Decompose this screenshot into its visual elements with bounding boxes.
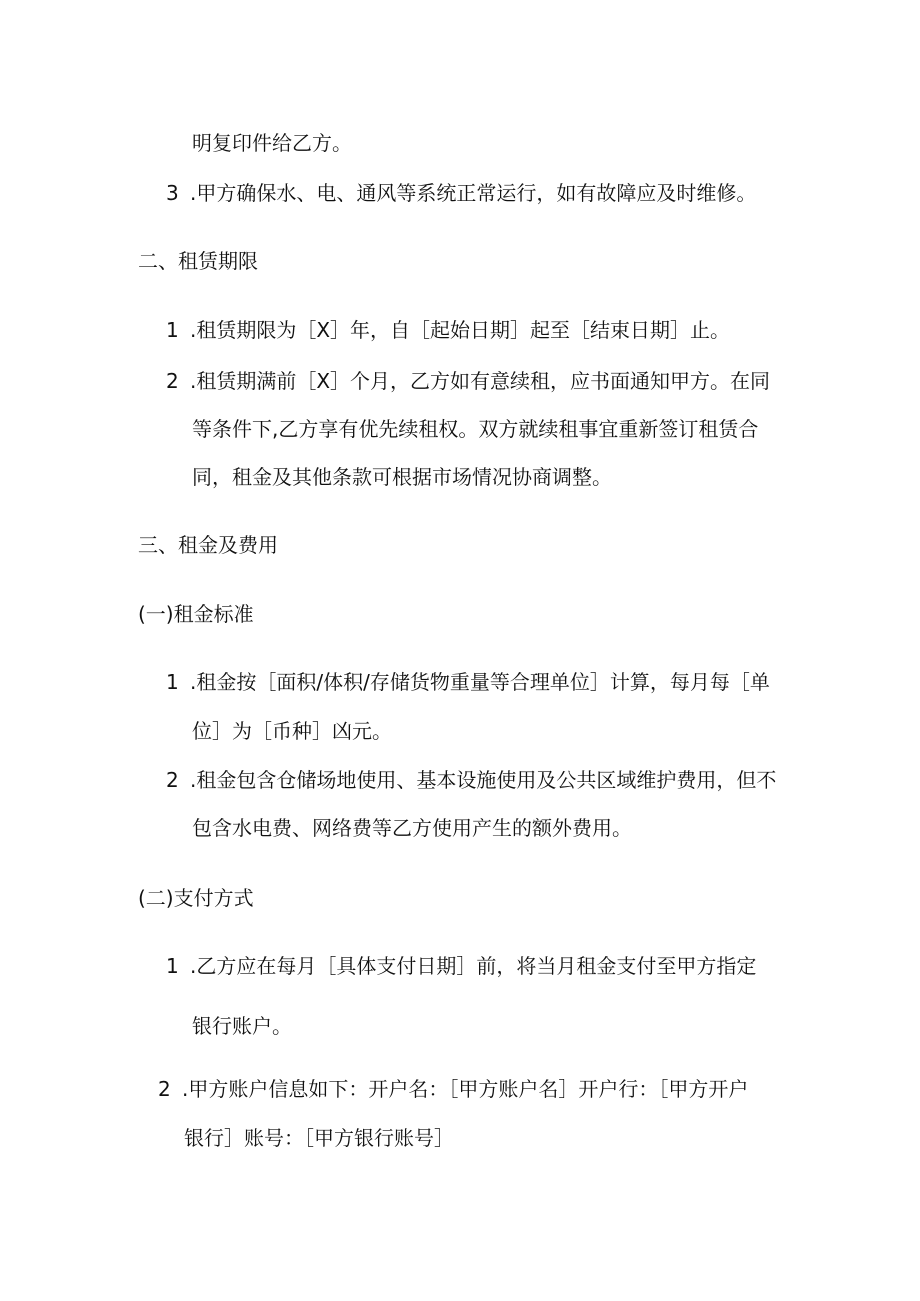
subsection-heading: (一)租金标准 — [138, 602, 254, 626]
clause-text: .甲方确保水、电、通风等系统正常运行，如有故障应及时维修。 — [190, 181, 757, 205]
item-number: 2 — [158, 1077, 171, 1101]
clause-text: .租金包含仓储场地使用、基本设施使用及公共区域维护费用，但不 — [190, 768, 777, 792]
item-number: 1 — [166, 954, 179, 978]
clause-text: .租金按［面积/体积/存储货物重量等合理单位］计算，每月每［单 — [190, 670, 770, 694]
item-number: 1 — [166, 670, 179, 694]
item-number: 1 — [166, 318, 179, 342]
clause-text-continued: 等条件下,乙方享有优先续租权。双方就续租事宜重新签订租赁合 — [192, 417, 759, 441]
subsection-heading: (二)支付方式 — [138, 886, 254, 910]
clause-text: .租赁期限为［X］年，自［起始日期］起至［结束日期］止。 — [190, 318, 731, 342]
clause-text-continued: 同，租金及其他条款可根据市场情况协商调整。 — [192, 465, 612, 489]
clause-text: .租赁期满前［X］个月，乙方如有意续租，应书面通知甲方。在同 — [190, 369, 771, 393]
clause-text-continued: 位］为［币种］凶元。 — [192, 719, 392, 743]
section-heading: 三、租金及费用 — [138, 533, 278, 557]
item-number: 2 — [166, 369, 179, 393]
clause-text: .乙方应在每月［具体支付日期］前，将当月租金支付至甲方指定 — [190, 954, 757, 978]
clause-text-continued: 银行账户。 — [192, 1014, 292, 1038]
clause-text-continued: 包含水电费、网络费等乙方使用产生的额外费用。 — [192, 816, 632, 840]
item-number: 3 — [166, 181, 179, 205]
item-number: 2 — [166, 768, 179, 792]
clause-text: .甲方账户信息如下：开户名：［甲方账户名］开户行：［甲方开户 — [182, 1077, 749, 1101]
continued-text: 明复印件给乙方。 — [192, 131, 352, 155]
section-heading: 二、租赁期限 — [138, 249, 258, 273]
clause-text-continued: 银行］账号：［甲方银行账号］ — [184, 1126, 454, 1150]
